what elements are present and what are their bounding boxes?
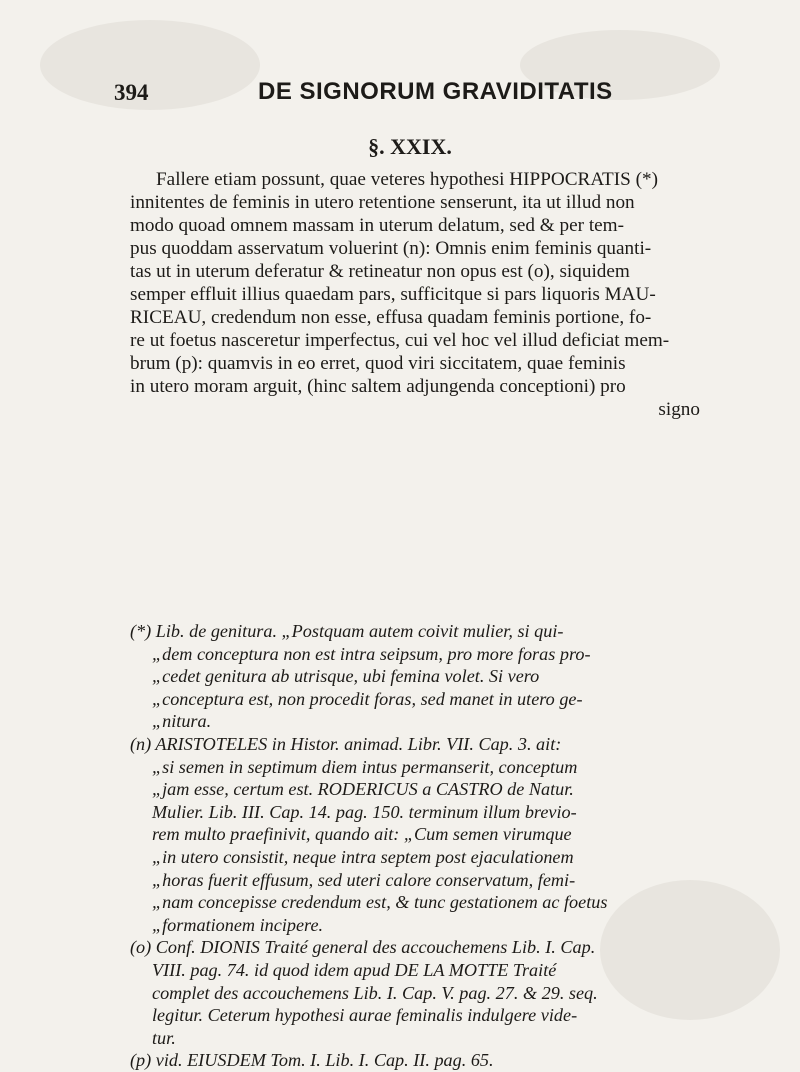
footnote-line: tur. [152, 1027, 176, 1048]
catchword: signo [658, 399, 700, 420]
footnotes [130, 620, 710, 1072]
text-line: RICEAU, credendum non esse, effusa quadam feminis portione, fo- [130, 307, 652, 328]
text-line: tas ut in uterum deferatur & retineatur non opus est (o), siquidem [130, 261, 630, 282]
footnote-line: „cedet genitura ab utrisque, ubi femina volet. Si vero [152, 666, 540, 687]
running-head: DE SIGNORUM GRAVIDITATIS [258, 78, 613, 105]
text-line: brum (p): quamvis in eo erret, quod viri siccitatem, quae feminis [130, 353, 626, 374]
page-number: 394 [114, 80, 149, 105]
footnote-line: „horas fuerit effusum, sed uteri calore conservatum, femi- [152, 869, 576, 890]
text-line: Fallere etiam possunt, quae veteres hypothesi HIPPOCRATIS (*) [156, 169, 658, 190]
text-line: modo quoad omnem massam in uterum delatum, sed & per tem- [130, 215, 624, 236]
page-header [0, 78, 800, 118]
footnote-line: (*) Lib. de genitura. „Postquam autem coivit mulier, si qui- [130, 621, 564, 641]
footnote-line: (n) ARISTOTELES in Histor. animad. Libr. VII. Cap. 3. ait: [130, 733, 562, 754]
footnote-line: legitur. Ceterum hypothesi aurae feminalis indulgere vide- [152, 1005, 578, 1026]
text-line: semper effluit illius quaedam pars, sufficitque si pars liquoris MAU- [130, 284, 656, 305]
text-line: in utero moram arguit, (hinc saltem adjungenda conceptioni) pro [130, 376, 626, 397]
text-line: innitentes de feminis in utero retentione senserunt, ita ut illud non [130, 192, 635, 213]
footnote-line: „formationem incipere. [152, 914, 324, 935]
footnote-line: „nam concepisse credendum est, & tunc gestationem ac foetus [152, 892, 608, 913]
footnote-line: complet des accouchemens Lib. I. Cap. V. pag. 27. & 29. seq. [152, 982, 598, 1003]
footnote-line: „in utero consistit, neque intra septem post ejaculationem [152, 846, 574, 867]
main-paragraph [130, 168, 700, 421]
footnote-line: Mulier. Lib. III. Cap. 14. pag. 150. terminum illum brevio- [152, 801, 577, 822]
footnote-line: „nitura. [152, 711, 212, 732]
footnote-line: (o) Conf. DIONIS Traité general des accouchemens Lib. I. Cap. [130, 937, 596, 958]
text-line: re ut foetus nasceretur imperfectus, cui vel hoc vel illud deficiat mem- [130, 330, 670, 351]
footnote-line: „si semen in septimum diem intus permanserit, conceptum [152, 756, 578, 777]
footnote-line: (p) vid. EIUSDEM Tom. I. Lib. I. Cap. II. pag. 65. [130, 1050, 494, 1071]
text-line: pus quoddam asservatum voluerint (n): Omnis enim feminis quanti- [130, 238, 652, 259]
section-heading: §. XXIX. [368, 134, 452, 159]
footnote-line: VIII. pag. 74. id quod idem apud DE LA MOTTE Traité [152, 959, 557, 980]
footnote-line: rem multo praefinivit, quando ait: „Cum semen virumque [152, 824, 572, 845]
footnote-line: „jam esse, certum est. RODERICUS a CASTRO de Natur. [152, 779, 574, 800]
footnote-line: „conceptura est, non procedit foras, sed manet in utero ge- [152, 688, 583, 709]
footnote-line: „dem conceptura non est intra seipsum, pro more foras pro- [152, 643, 591, 664]
